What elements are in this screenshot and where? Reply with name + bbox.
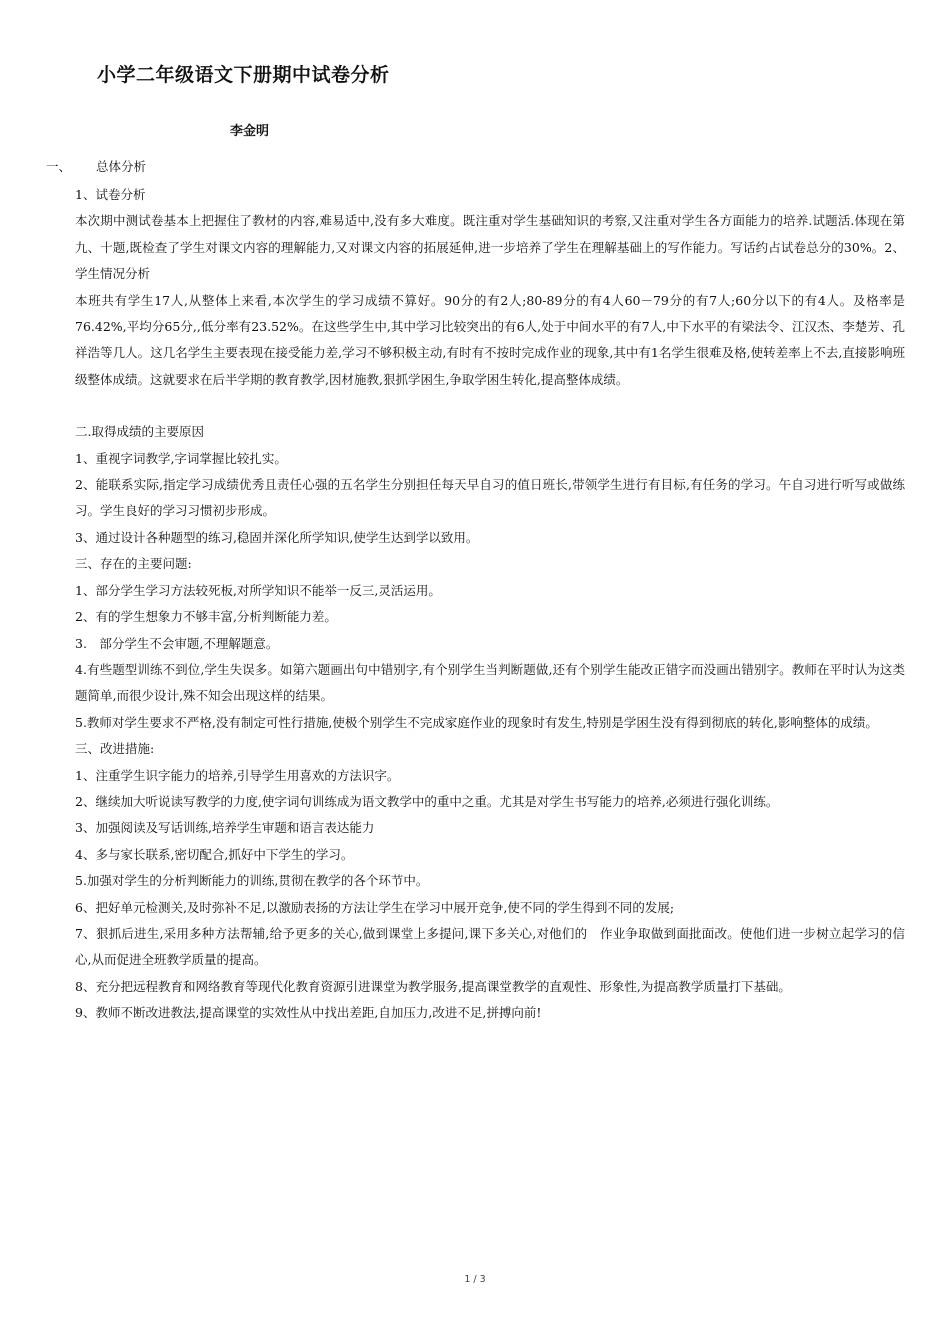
section-heading: 三、改进措施: [75, 741, 155, 757]
paragraph: 1、部分学生学习方法较死板,对所学知识不能举一反三,灵活运用。 [75, 582, 441, 598]
paragraph: 2、有的学生想象力不够丰富,分析判断能力差。 [75, 609, 337, 625]
document-title: 小学二年级语文下册期中试卷分析 [97, 64, 390, 86]
paragraph: 本班共有学生17人,从整体上来看,本次学生的学习成绩不算好。90分的有2人;80-89分的有4人60－79分的有7人;60分以下的有4人。及格率是76.42%,平均分65分,,低分率有23.52%。在这些学生中,其中学习比较突出的有6人,处于中间水平的有7人,中下水平的有梁法令、江汉杰、李楚芳、孔祥浩等几人。这几名学生主要表现在接受能力差,学习不够积极主动,有时有不按时完成作业的现象,其中有1名学生很难及格,使转差率上不去,直接影响班级整体成绩。这就要求在后半学期的教育教学,因材施教,狠抓学困生,争取学困生转化,提高整体成绩。 [75, 292, 905, 387]
section-1-title: 总体分析 [96, 159, 147, 174]
paragraph: 7、狠抓后进生,采用多种方法帮辅,给予更多的关心,做到课堂上多提问,课下多关心,对他们的 作业争取做到面批面改。使他们进一步树立起学习的信心,从而促进全班教学质量的提高。 [75, 925, 905, 968]
paragraph: 1、试卷分析 [75, 187, 146, 202]
paragraph: 3、加强阅读及写话训练,培养学生审题和语言表达能力 [75, 820, 375, 836]
section-heading: 三、存在的主要问题: [75, 556, 192, 572]
paragraph: 5.教师对学生要求不严格,没有制定可性行措施,使极个别学生不完成家庭作业的现象时有发生,特别是学困生没有得到彻底的转化,影响整体的成绩。 [75, 714, 878, 730]
section-1-heading [46, 157, 146, 175]
paragraph: 8、充分把远程教育和网络教育等现代化教育资源引进课堂为教学服务,提高课堂教学的直观性、形象性,为提高教学质量打下基础。 [75, 978, 791, 994]
paragraph: 6、把好单元检测关,及时弥补不足,以激励表扬的方法让学生在学习中展开竞争,使不同的学生得到不同的发展; [75, 899, 675, 915]
paragraph: 2、继续加大听说读写教学的力度,使字词句训练成为语文教学中的重中之重。尤其是对学生书写能力的培养,必须进行强化训练。 [75, 793, 779, 809]
paragraph: 3. 部分学生不会审题,不理解题意。 [75, 635, 279, 651]
section-1-number: 一、 [46, 159, 72, 174]
paragraph: 5.加强对学生的分析判断能力的训练,贯彻在教学的各个环节中。 [75, 873, 429, 889]
section-heading: 二.取得成绩的主要原因 [75, 424, 204, 440]
paragraph: 1、注重学生识字能力的培养,引导学生用喜欢的方法识字。 [75, 767, 400, 783]
paragraph: 本次期中测试卷基本上把握住了教材的内容,难易适中,没有多大难度。既注重对学生基础知识的考察,又注重对学生各方面能力的培养.试题活.体现在第九、十题,既检查了学生对课文内容的理解能力,又对课文内容的拓展延伸,进一步培养了学生在理解基础上的写作能力。写话约占试卷总分的30%。2、学生情况分析 [75, 213, 905, 282]
paragraph: 3、通过设计各种题型的练习,稳固并深化所学知识,使学生达到学以致用。 [75, 529, 479, 545]
paragraph: 9、教师不断改进教法,提高课堂的实效性从中找出差距,自加压力,改进不足,拼搏向前! [75, 1005, 542, 1021]
blank-line [75, 393, 905, 419]
document-body [75, 182, 905, 1027]
paragraph: 4.有些题型训练不到位,学生失误多。如第六题画出句中错别字,有个别学生当判断题做,还有个别学生能改正错字而没画出错别字。教师在平时认为这类题简单,而很少设计,殊不知会出现这样的结果。 [75, 661, 905, 704]
paragraph: 1、重视字词教学,字词掌握比较扎实。 [75, 450, 287, 466]
paragraph: 2、能联系实际,指定学习成绩优秀且责任心强的五名学生分别担任每天早自习的值日班长,带领学生进行有目标,有任务的学习。午自习进行听写或做练习。学生良好的学习习惯初步形成。 [75, 477, 905, 519]
author-name: 李金明 [230, 124, 270, 139]
page-number: 1 / 3 [464, 1274, 486, 1285]
paragraph: 4、多与家长联系,密切配合,抓好中下学生的学习。 [75, 846, 354, 862]
